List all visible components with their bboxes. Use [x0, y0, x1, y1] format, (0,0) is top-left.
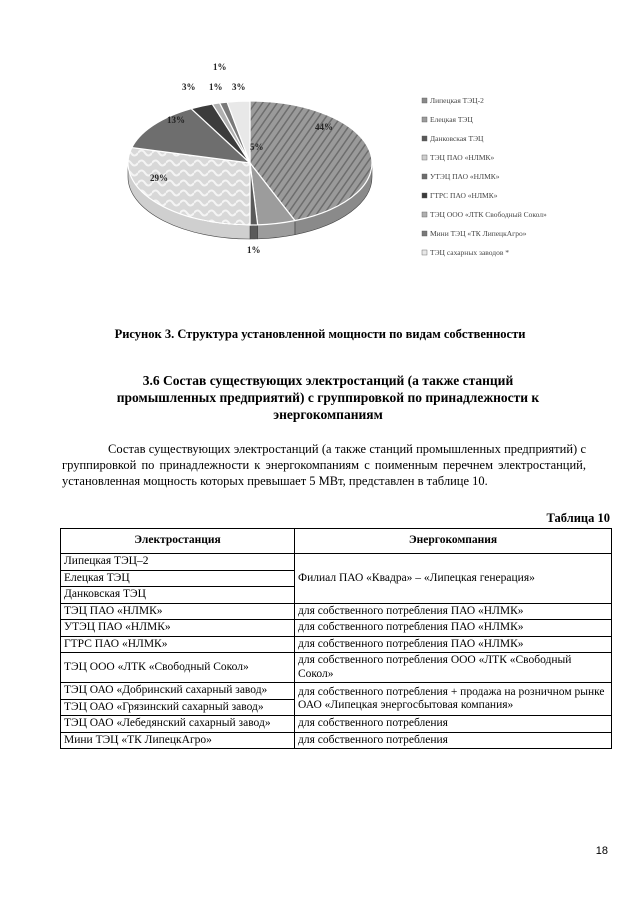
- table-row: [61, 683, 612, 700]
- legend-swatch: [422, 231, 427, 236]
- legend-swatch: [422, 212, 427, 217]
- station-cell: Мини ТЭЦ «ТК ЛипецкАгро»: [61, 732, 295, 749]
- page-number: 18: [595, 845, 608, 857]
- station-cell: ТЭЦ ОАО «Грязинский сахарный завод»: [61, 699, 295, 716]
- header-station: Электростанция: [61, 529, 295, 554]
- pie-data-label: 3%: [182, 82, 196, 92]
- legend-entry: УТЭЦ ПАО «НЛМК»: [430, 172, 500, 181]
- pie-data-label: 3%: [232, 82, 246, 92]
- legend-entry: ТЭЦ ПАО «НЛМК»: [430, 153, 495, 162]
- table-row: [61, 636, 612, 653]
- table-row: [61, 653, 612, 683]
- pie-data-label: 5%: [250, 142, 264, 152]
- company-cell: для собственного потребления ПАО «НЛМК»: [295, 603, 612, 620]
- legend-swatch: [422, 117, 427, 122]
- legend-entry: ГТРС ПАО «НЛМК»: [430, 191, 498, 200]
- company-cell: для собственного потребления ООО «ЛТК «Свободный Сокол»: [295, 653, 612, 683]
- body-paragraph: Состав существующих электростанций (а также станций промышленных предприятий) с группировкой по принадлежности к энергокомпаниям с поименным перечнем электростанций, установленная мощность которых превышает 5 МВт, представлен в таблице 10.: [62, 442, 586, 488]
- legend-entry: Мини ТЭЦ «ТК ЛипецкАгро»: [430, 229, 527, 238]
- pie-side-wall: [250, 225, 258, 239]
- legend-swatch: [422, 250, 427, 255]
- station-cell: ГТРС ПАО «НЛМК»: [61, 636, 295, 653]
- station-cell: Липецкая ТЭЦ–2: [61, 554, 295, 571]
- station-cell: УТЭЦ ПАО «НЛМК»: [61, 620, 295, 637]
- legend-entry: ТЭЦ ООО «ЛТК Свободный Сокол»: [430, 210, 547, 219]
- pie-data-label: 1%: [213, 62, 227, 72]
- figure-caption: Рисунок 3. Структура установленной мощности по видам собственности: [114, 327, 526, 341]
- pie-data-label: 13%: [167, 115, 185, 125]
- station-cell: ТЭЦ ПАО «НЛМК»: [61, 603, 295, 620]
- company-cell: для собственного потребления ПАО «НЛМК»: [295, 636, 612, 653]
- legend-swatch: [422, 98, 427, 103]
- header-company: Энергокомпания: [295, 529, 612, 554]
- table-row: [61, 620, 612, 637]
- legend-entry: Данковская ТЭЦ: [430, 134, 484, 143]
- legend-entry: Липецкая ТЭЦ-2: [430, 96, 484, 105]
- pie-data-label: 1%: [247, 245, 261, 255]
- stations-table: [60, 528, 612, 749]
- station-cell: ТЭЦ ООО «ЛТК «Свободный Сокол»: [61, 653, 295, 683]
- company-cell: для собственного потребления: [295, 716, 612, 733]
- company-cell: для собственного потребления ПАО «НЛМК»: [295, 620, 612, 637]
- legend-swatch: [422, 136, 427, 141]
- company-cell-kvadra: Филиал ПАО «Квадра» – «Липецкая генерация»: [295, 554, 612, 604]
- pie-data-label: 44%: [315, 122, 333, 132]
- legend-entry: ТЭЦ сахарных заводов *: [430, 248, 510, 257]
- table-row: [61, 603, 612, 620]
- table-label: Таблица 10: [546, 511, 610, 525]
- legend-swatch: [422, 155, 427, 160]
- table-header-row: [61, 529, 612, 554]
- table-row: [61, 554, 612, 571]
- station-cell: ТЭЦ ОАО «Добринский сахарный завод»: [61, 683, 295, 700]
- pie-data-label: 1%: [209, 82, 223, 92]
- company-cell-sugar: для собственного потребления + продажа на розничном рынке ОАО «Липецкая энергосбытовая компания»: [295, 683, 612, 716]
- pie-data-label: 29%: [150, 173, 168, 183]
- legend-entry: Елецкая ТЭЦ: [430, 115, 473, 124]
- table-row: [61, 732, 612, 749]
- station-cell: Елецкая ТЭЦ: [61, 570, 295, 587]
- legend-swatch: [422, 193, 427, 198]
- company-cell: для собственного потребления: [295, 732, 612, 749]
- station-cell: Данковская ТЭЦ: [61, 587, 295, 604]
- station-cell: ТЭЦ ОАО «Лебедянский сахарный завод»: [61, 716, 295, 733]
- pie-chart: [110, 58, 610, 263]
- table-row: [61, 716, 612, 733]
- legend-swatch: [422, 174, 427, 179]
- section-title: 3.6 Состав существующих электростанций (а также станций промышленных предприятий) с группировкой по принадлежности к энергокомпаниям: [116, 373, 540, 422]
- pie-chart-svg: [110, 58, 610, 263]
